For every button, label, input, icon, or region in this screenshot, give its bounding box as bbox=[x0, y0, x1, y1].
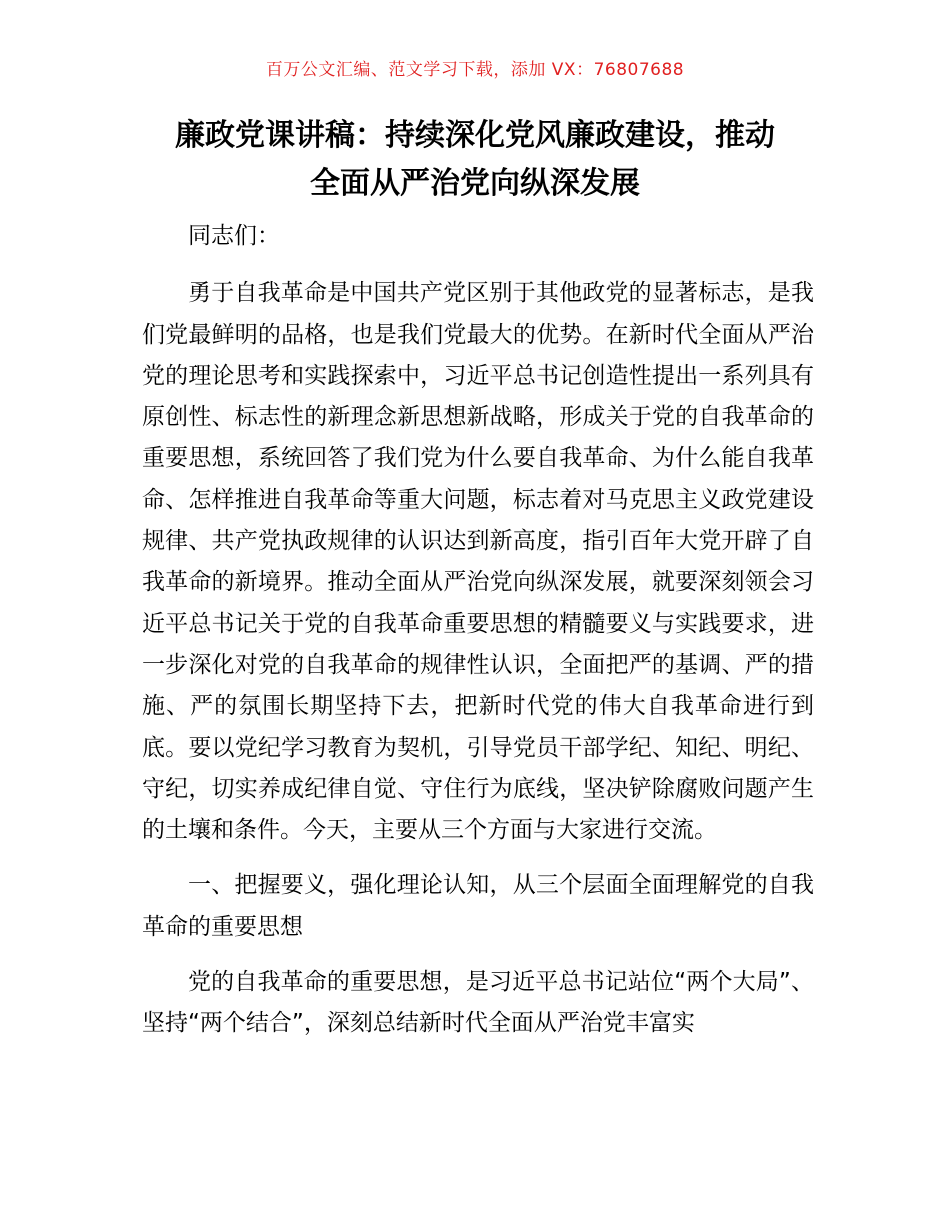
paragraph-section-1: 党的自我革命的重要思想，是习近平总书记站位“两个大局”、坚持“两个结合”，深刻总结新时代全面从严治党丰富实 bbox=[142, 969, 814, 1037]
header-banner: 百万公文汇编、范文学习下载，添加 VX：76807688 bbox=[265, 60, 685, 80]
title-line-1: 廉政党课讲稿：持续深化党风廉政建设，推动 bbox=[175, 118, 775, 153]
title-line-2: 全面从严治党向纵深发展 bbox=[310, 166, 640, 201]
section-heading-1: 一、把握要义，强化理论认知，从三个层面全面理解党的自我革命的重要思想 bbox=[142, 872, 814, 940]
paragraph-intro: 勇于自我革命是中国共产党区别于其他政党的显著标志，是我们党最鲜明的品格，也是我们党最大的优势。在新时代全面从严治党的理论思考和实践探索中，习近平总书记创造性提出一系列具有原创性、标志性的新理念新思想新战略，形成关于党的自我革命的重要思想，系统回答了我们党为什么要自我革命、为什么能自我革命、怎样推进自我革命等重大问题，标志着对马克思主义政党建设规律、共产党执政规律的认识达到新高度，指引百年大党开辟了自我革命的新境界。推动全面从严治党向纵深发展，就要深刻领会习近平总书记关于党的自我革命重要思想的精髓要义与实践要求，进一步深化对党的自我革命的规律性认识，全面把严的基调、严的措施、严的氛围长期坚持下去，把新时代党的伟大自我革命进行到底。要以党纪学习教育为契机，引导党员干部学纪、知纪、明纪、守纪，切实养成纪律自觉、守住行为底线，坚决铲除腐败问题产生的土壤和条件。今天，主要从三个方面与大家进行交流。 bbox=[142, 280, 814, 844]
document-title bbox=[110, 112, 840, 208]
salutation: 同志们： bbox=[188, 223, 280, 249]
document-body bbox=[142, 216, 814, 1059]
